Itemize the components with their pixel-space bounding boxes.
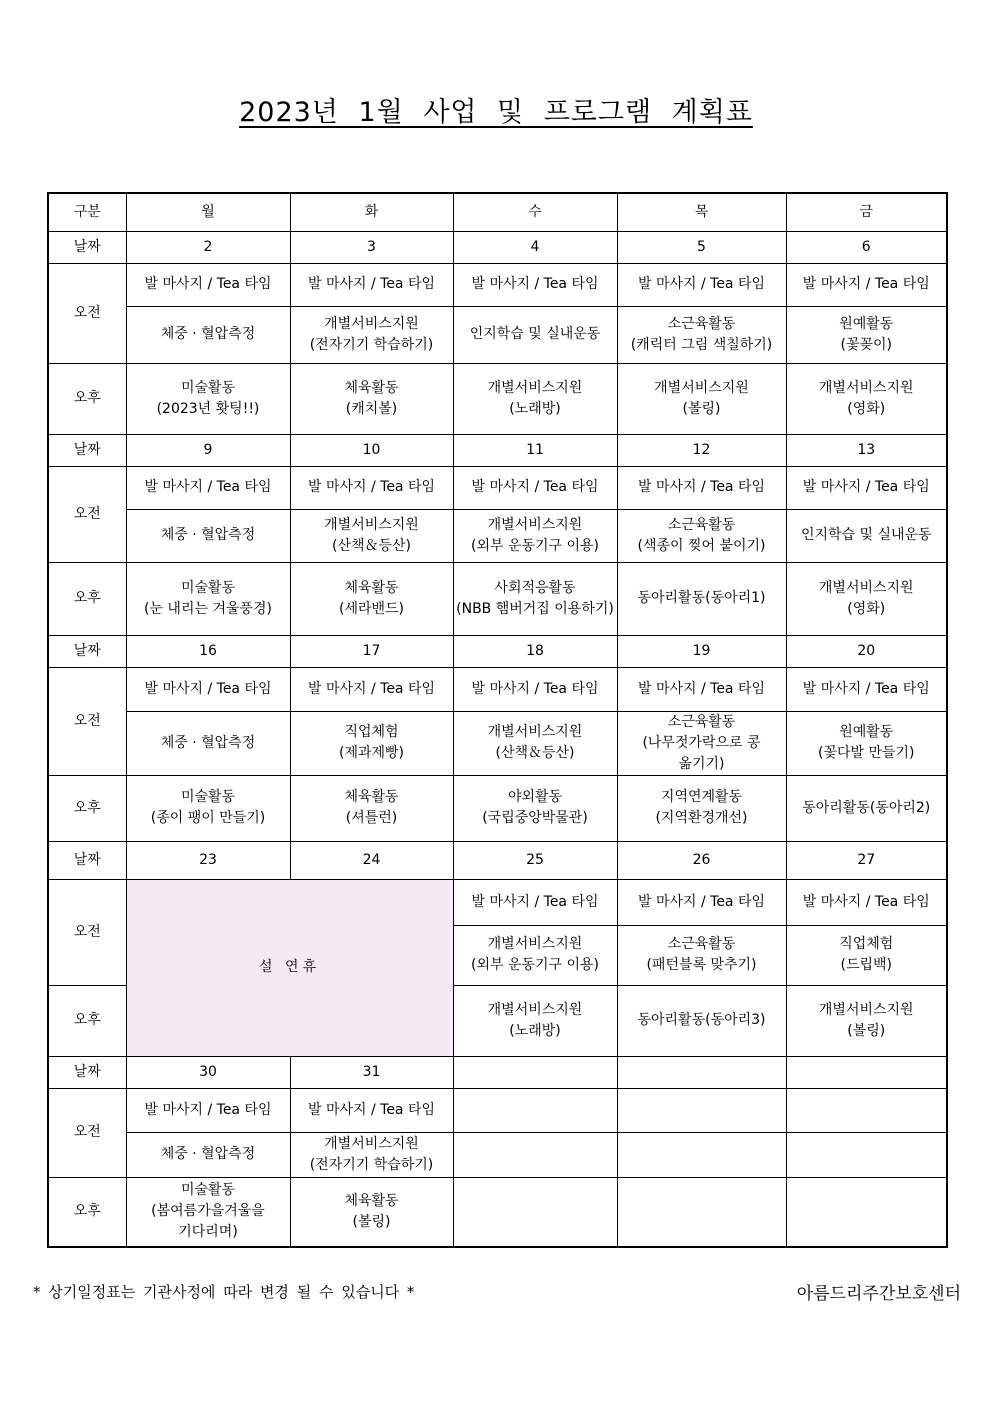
activity-cell (617, 925, 786, 985)
cell-line: (전자기기 학습하기) (309, 1156, 434, 1173)
date-row (48, 1056, 947, 1088)
date-label: 날짜 (48, 635, 126, 667)
cell-line: (눈 내리는 겨울풍경) (143, 600, 273, 617)
date-cell: 2 (126, 231, 290, 263)
cell-line: 사회적응활동 (494, 579, 576, 596)
cell-line: 소근육활동 (667, 516, 736, 533)
activity-cell (290, 306, 453, 363)
cell-line: 개별서비스지원 (487, 936, 583, 952)
cell-line: 개별서비스지원 (654, 379, 749, 396)
cell-line: (캐릭터 그림 색칠하기) (630, 336, 773, 353)
am-row-2 (48, 509, 947, 562)
date-cell (453, 1056, 617, 1088)
cell-line: 개별서비스지원 (324, 1135, 419, 1152)
cell-line: 원예활동 (839, 724, 894, 740)
activity-cell (786, 562, 947, 635)
pm-label: 오후 (48, 363, 126, 434)
activity-cell (617, 509, 786, 562)
activity-cell: 발 마사지 / Tea 타임 (290, 263, 453, 306)
cell-line: (꽃다발 만들기) (817, 745, 915, 761)
cell-line: 체중 · 혈압측정 (160, 734, 256, 751)
date-label: 날짜 (48, 434, 126, 466)
cell-line: (외부 운동기구 이용) (470, 957, 600, 973)
activity-cell (453, 562, 617, 635)
cell-line: 지역연계활동 (660, 789, 743, 805)
date-label: 날짜 (48, 1056, 126, 1088)
date-cell: 3 (290, 231, 453, 263)
weekday-header: 금 (786, 193, 947, 231)
activity-cell (786, 925, 947, 985)
cell-line: (제과제빵) (338, 745, 405, 761)
cell-line: 기다리며) (178, 1224, 238, 1241)
pm-row (48, 775, 947, 841)
activity-cell (290, 363, 453, 434)
activity-cell (453, 985, 617, 1056)
am-row-2 (48, 306, 947, 363)
cell-line: (세라밴드) (338, 600, 405, 617)
cell-line: 동아리활동(동아리3) (637, 1012, 766, 1028)
am-row-2 (48, 711, 947, 775)
activity-cell: 발 마사지 / Tea 타임 (786, 263, 947, 306)
date-cell: 4 (453, 231, 617, 263)
activity-cell: 발 마사지 / Tea 타임 (617, 667, 786, 711)
activity-cell (786, 1088, 947, 1132)
cell-line: (노래방) (509, 1022, 561, 1039)
cell-line: (꽃꽂이) (840, 336, 892, 353)
activity-cell (290, 1177, 453, 1247)
activity-cell (617, 711, 786, 775)
activity-cell (126, 711, 290, 775)
activity-cell (617, 1132, 786, 1177)
date-cell: 30 (126, 1056, 290, 1088)
cell-line: (2023년 홧팅!!) (156, 400, 260, 417)
cell-line: 개별서비스지원 (818, 379, 914, 396)
cell-line: (색종이 찢어 붙이기) (637, 537, 766, 554)
activity-cell (290, 711, 453, 775)
organization-name: 아름드리주간보호센터 (796, 1284, 961, 1304)
cell-line: 체육활동 (344, 379, 399, 396)
cell-line: 인지학습 및 실내운동 (800, 527, 932, 543)
activity-cell: 발 마사지 / Tea 타임 (126, 263, 290, 306)
pm-label: 오후 (48, 1177, 126, 1247)
date-row (48, 231, 947, 263)
activity-cell (453, 306, 617, 363)
activity-cell (126, 562, 290, 635)
activity-cell (617, 363, 786, 434)
activity-cell (617, 306, 786, 363)
activity-cell (617, 562, 786, 635)
activity-cell: 발 마사지 / Tea 타임 (617, 466, 786, 509)
date-cell: 10 (290, 434, 453, 466)
activity-cell (453, 775, 617, 841)
date-row (48, 635, 947, 667)
am-row (48, 1088, 947, 1132)
cell-line: 미술활동 (180, 379, 236, 396)
cell-line: 야외활동 (507, 789, 563, 805)
cell-line: (봄여름가을겨울을 (151, 1203, 265, 1220)
date-cell (617, 1056, 786, 1088)
am-label: 오전 (48, 466, 126, 562)
cell-line: (셔틀런) (345, 810, 398, 826)
activity-cell: 발 마사지 / Tea 타임 (786, 466, 947, 509)
activity-cell (617, 775, 786, 841)
activity-cell (290, 562, 453, 635)
cell-line: (국립중앙박물관) (482, 810, 588, 826)
activity-cell: 발 마사지 / Tea 타임 (786, 879, 947, 925)
cell-line: 동아리활동(동아리2) (802, 799, 931, 816)
cell-line: (NBB 햄버거집 이용하기) (456, 600, 614, 617)
cell-line: 체육활동 (344, 579, 399, 596)
cell-line: (볼링) (352, 1213, 391, 1230)
activity-cell (786, 1177, 947, 1247)
pm-row (48, 1177, 947, 1247)
date-cell: 27 (786, 841, 947, 879)
pm-label: 오후 (48, 775, 126, 841)
cell-line: 직업체험 (839, 936, 894, 952)
activity-cell (126, 775, 290, 841)
cell-line: 소근육활동 (667, 315, 736, 332)
activity-cell: 발 마사지 / Tea 타임 (617, 879, 786, 925)
activity-cell (453, 509, 617, 562)
pm-row (48, 363, 947, 434)
cell-line: 개별서비스지원 (487, 724, 583, 740)
date-cell: 17 (290, 635, 453, 667)
cell-line: 개별서비스지원 (487, 379, 583, 396)
activity-cell: 발 마사지 / Tea 타임 (126, 667, 290, 711)
date-row (48, 434, 947, 466)
date-cell: 20 (786, 635, 947, 667)
activity-cell (453, 711, 617, 775)
cell-line: 체육활동 (344, 1192, 399, 1209)
activity-cell: 발 마사지 / Tea 타임 (290, 667, 453, 711)
activity-cell (290, 775, 453, 841)
activity-cell (617, 985, 786, 1056)
date-cell: 11 (453, 434, 617, 466)
activity-cell (126, 363, 290, 434)
cell-line: 개별서비스지원 (818, 579, 914, 596)
activity-cell: 발 마사지 / Tea 타임 (290, 1088, 453, 1132)
activity-cell: 발 마사지 / Tea 타임 (126, 1088, 290, 1132)
page-title: 2023년 1월 사업 및 프로그램 계획표 (239, 97, 753, 128)
am-row (48, 263, 947, 306)
cell-line: (노래방) (509, 400, 561, 417)
cell-line: 체중 · 혈압측정 (160, 326, 256, 342)
activity-cell (126, 306, 290, 363)
date-cell: 31 (290, 1056, 453, 1088)
cell-line: 인지학습 및 실내운동 (469, 326, 601, 342)
activity-cell (453, 1132, 617, 1177)
date-cell: 24 (290, 841, 453, 879)
weekday-header: 목 (617, 193, 786, 231)
date-label: 날짜 (48, 231, 126, 263)
activity-cell (617, 1088, 786, 1132)
cell-line: 미술활동 (180, 579, 236, 596)
activity-cell: 발 마사지 / Tea 타임 (786, 667, 947, 711)
activity-cell (786, 985, 947, 1056)
activity-cell: 발 마사지 / Tea 타임 (126, 466, 290, 509)
activity-cell (453, 925, 617, 985)
cell-line: (캐치볼) (345, 400, 398, 417)
date-cell: 6 (786, 231, 947, 263)
activity-cell (786, 509, 947, 562)
weekday-header-row (48, 193, 947, 231)
cell-line: 개별서비스지원 (487, 516, 583, 533)
schedule-table (47, 192, 948, 1248)
date-cell (786, 1056, 947, 1088)
date-cell: 16 (126, 635, 290, 667)
cell-line: (영화) (847, 600, 886, 617)
date-label: 날짜 (48, 841, 126, 879)
weekday-header: 수 (453, 193, 617, 231)
date-cell: 19 (617, 635, 786, 667)
cell-line: 개별서비스지원 (818, 1001, 914, 1018)
am-row (48, 466, 947, 509)
date-cell: 12 (617, 434, 786, 466)
cell-line: (패턴블록 맞추기) (646, 957, 757, 973)
cell-line: 소근육활동 (667, 936, 736, 952)
cell-line: 직업체험 (344, 724, 399, 740)
activity-cell (786, 306, 947, 363)
am-label: 오전 (48, 1088, 126, 1177)
activity-cell (290, 509, 453, 562)
activity-cell: 발 마사지 / Tea 타임 (453, 879, 617, 925)
activity-cell (126, 1132, 290, 1177)
activity-cell: 발 마사지 / Tea 타임 (290, 466, 453, 509)
date-cell: 18 (453, 635, 617, 667)
cell-line: 체중 · 혈압측정 (160, 527, 256, 543)
am-row (48, 879, 947, 925)
date-cell: 25 (453, 841, 617, 879)
activity-cell: 발 마사지 / Tea 타임 (453, 263, 617, 306)
date-cell: 26 (617, 841, 786, 879)
weekday-header: 월 (126, 193, 290, 231)
activity-cell: 발 마사지 / Tea 타임 (453, 667, 617, 711)
activity-cell (453, 363, 617, 434)
am-row-2 (48, 1132, 947, 1177)
cell-line: 체중 · 혈압측정 (160, 1146, 256, 1162)
cell-line: (산책＆등산) (331, 537, 412, 554)
cell-line: (산책＆등산) (495, 745, 575, 761)
date-cell: 5 (617, 231, 786, 263)
cell-line: (지역환경개선) (655, 810, 748, 826)
cell-line: (외부 운동기구 이용) (470, 537, 600, 554)
cell-line: 개별서비스지원 (324, 315, 419, 332)
pm-label: 오후 (48, 985, 126, 1056)
cell-line: (전자기기 학습하기) (309, 336, 434, 353)
weekday-header: 화 (290, 193, 453, 231)
am-label: 오전 (48, 263, 126, 363)
activity-cell (453, 1088, 617, 1132)
activity-cell (786, 1132, 947, 1177)
activity-cell: 발 마사지 / Tea 타임 (453, 466, 617, 509)
am-label: 오전 (48, 879, 126, 985)
activity-cell (453, 1177, 617, 1247)
activity-cell: 발 마사지 / Tea 타임 (617, 263, 786, 306)
activity-cell (786, 775, 947, 841)
activity-cell (786, 363, 947, 434)
cell-line: (나무젓가락으로 콩 (642, 734, 761, 751)
cell-line: 체육활동 (344, 789, 399, 805)
cell-line: 미술활동 (180, 1182, 236, 1199)
cell-line: 옮기기) (678, 755, 725, 772)
cell-line: (종이 팽이 만들기) (150, 810, 266, 826)
activity-cell (617, 1177, 786, 1247)
pm-row (48, 562, 947, 635)
activity-cell (126, 509, 290, 562)
cell-line: (볼링) (682, 400, 721, 417)
cell-line: (영화) (847, 400, 886, 417)
cell-line: 개별서비스지원 (487, 1001, 583, 1018)
footer-note: * 상기일정표는 기관사정에 따라 변경 될 수 있습니다 * (33, 1283, 415, 1301)
date-cell: 9 (126, 434, 290, 466)
date-cell: 13 (786, 434, 947, 466)
date-row (48, 841, 947, 879)
holiday-cell: 설 연휴 (126, 879, 453, 1056)
cell-line: 미술활동 (180, 789, 236, 805)
cell-line: 소근육활동 (667, 713, 736, 730)
pm-label: 오후 (48, 562, 126, 635)
cell-line: 동아리활동(동아리1) (637, 590, 766, 606)
cell-line: (볼링) (847, 1022, 886, 1039)
cell-line: 원예활동 (839, 315, 894, 332)
date-cell: 23 (126, 841, 290, 879)
am-row (48, 667, 947, 711)
cell-line: 개별서비스지원 (324, 516, 419, 533)
am-label: 오전 (48, 667, 126, 775)
cell-line: (드립백) (840, 957, 892, 973)
activity-cell (126, 1177, 290, 1247)
activity-cell (786, 711, 947, 775)
category-label: 구분 (48, 193, 126, 231)
activity-cell (290, 1132, 453, 1177)
